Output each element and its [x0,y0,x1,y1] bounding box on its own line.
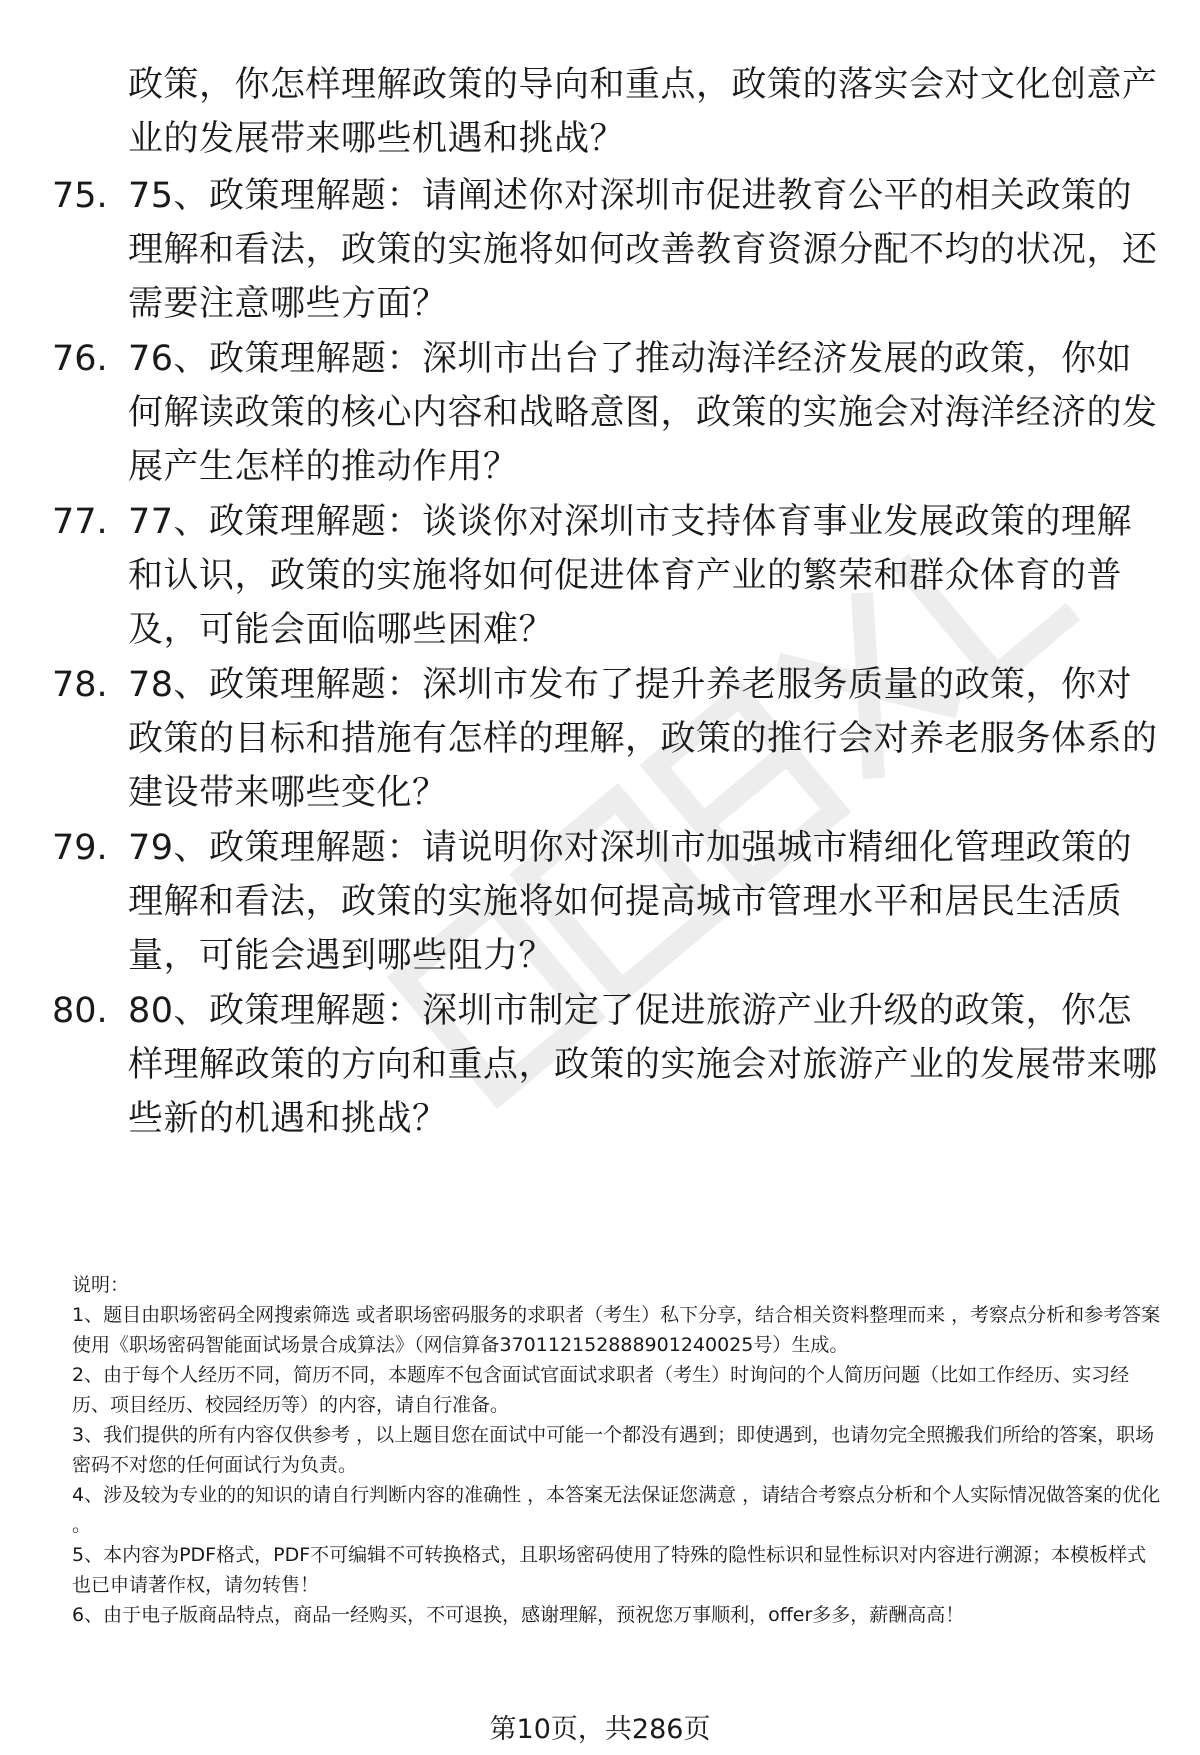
question-text: 76、政策理解题：深圳市出台了推动海洋经济发展的政策，你如何解读政策的核心内容和战略意图，政策的实施会对海洋经济的发展产生怎样的推动作用？ [128,339,1158,487]
question-number: 78. [52,665,108,705]
question-text: 75、政策理解题：请阐述你对深圳市促进教育公平的相关政策的理解和看法，政策的实施将如何改善教育资源分配不均的状况，还需要注意哪些方面？ [128,176,1158,324]
page-number: 第10页，共286页 [489,1714,711,1745]
question-number: 77. [52,502,108,542]
note-item: 3、我们提供的所有内容仅供参考 ，以上题目您在面试中可能一个都没有遇到；即使遇到，也请勿完全照搬我们所给的答案，职场密码不对您的任何面试行为负责。 [72,1424,1155,1476]
note-item: 5、本内容为PDF格式，PDF不可编辑不可转换格式，且职场密码使用了特殊的隐性标识和显性标识对内容进行溯源；本模板样式也已申请著作权，请勿转售！ [72,1544,1147,1596]
question-text: 78、政策理解题：深圳市发布了提升养老服务质量的政策，你对政策的目标和措施有怎样的理解，政策的推行会对养老服务体系的建设带来哪些变化？ [128,665,1158,813]
note-item: 2、由于每个人经历不同，简历不同，本题库不包含面试官面试求职者（考生）时询问的个人简历问题（比如工作经历、实习经历、项目经历、校园经历等）的内容，请自行准备。 [72,1364,1130,1416]
note-item: 4、涉及较为专业的的知识的请自行判断内容的准确性 ，本答案无法保证您满意 ，请结合考察点分析和个人实际情况做答案的优化 。 [72,1484,1161,1536]
notes-heading: 说明： [72,1274,130,1296]
question-number: 80. [52,991,108,1031]
notes-section [72,1270,1162,1630]
question-number: 79. [52,828,108,868]
question-continuation: 政策，你怎样理解政策的导向和重点，政策的落实会对文化创意产业的发展带来哪些机遇和挑战？ [128,65,1158,159]
question-text: 77、政策理解题：谈谈你对深圳市支持体育事业发展政策的理解和认识，政策的实施将如何促进体育产业的繁荣和群众体育的普及，可能会面临哪些困难？ [128,502,1133,650]
note-item: 6、由于电子版商品特点，商品一经购买，不可退换，感谢理解，预祝您万事顺利，offer多多，薪酬高高！ [72,1604,965,1626]
question-text: 80、政策理解题：深圳市制定了促进旅游产业升级的政策，你怎样理解政策的方向和重点，政策的实施会对旅游产业的发展带来哪些新的机遇和挑战？ [128,991,1158,1139]
question-number: 76. [52,339,108,379]
question-number: 75. [52,176,108,216]
note-item: 1、题目由职场密码全网搜索筛选 或者职场密码服务的求职者（考生）私下分享，结合相关资料整理而来 ，考察点分析和参考答案使用《职场密码智能面试场景合成算法》（网信算备370112152888901240025号）生成。 [72,1304,1161,1356]
question-text: 79、政策理解题：请说明你对深圳市加强城市精细化管理政策的理解和看法，政策的实施将如何提高城市管理水平和居民生活质量，可能会遇到哪些阻力？ [128,828,1133,976]
